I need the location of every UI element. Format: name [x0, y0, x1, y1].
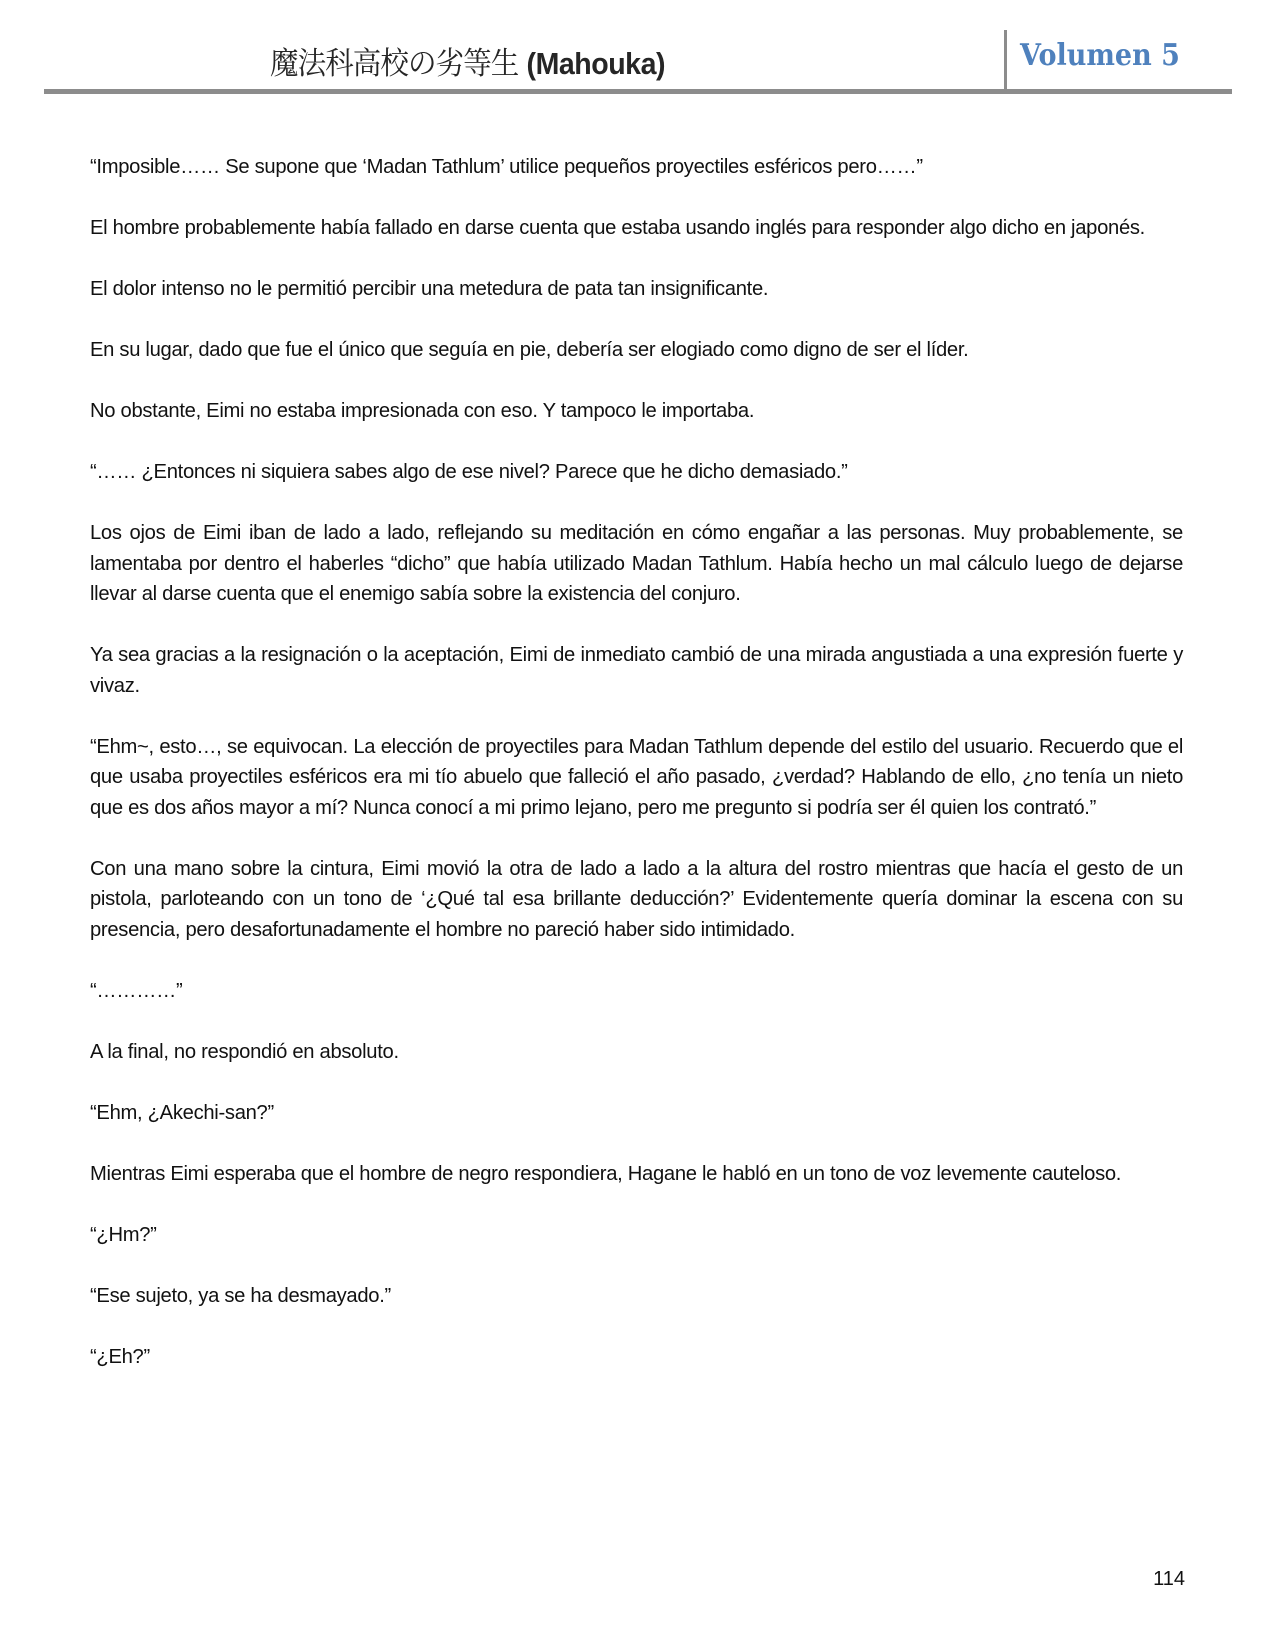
paragraph: Mientras Eimi esperaba que el hombre de negro respondiera, Hagane le habló en un tono de voz levemente cauteloso. — [90, 1162, 1122, 1185]
paragraph: Con una mano sobre la cintura, Eimi movió la otra de lado a lado a la altura del rostro mientras que hacía el gesto de un pistola, parloteando con un tono de ‘¿Qué tal esa brillante deducción?’ Evidentemente quería dominar la escena con su presencia, pero desafortunadamente el hombre no pareció haber sido intimidado. — [90, 857, 1183, 941]
volume-label: Volumen 5 — [1020, 38, 1180, 73]
header-rule — [44, 89, 1232, 94]
paragraph: Los ojos de Eimi iban de lado a lado, reflejando su meditación en cómo engañar a las personas. Muy probablemente, se lamentaba por dentro el haberles “dicho” que había utilizado Madan Tathlum. Había hecho un mal cálculo luego de dejarse llevar al darse cuenta que el enemigo sabía sobre la existencia del conjuro. — [90, 522, 1183, 605]
paragraph: A la final, no respondió en absoluto. — [90, 1040, 399, 1063]
paragraph: El hombre probablemente había fallado en darse cuenta que estaba usando inglés para responder algo dicho en japonés. — [90, 217, 1145, 239]
header-divider — [1004, 30, 1007, 92]
paragraph: Ya sea gracias a la resignación o la aceptación, Eimi de inmediato cambió de una mirada angustiada a una expresión fuerte y vivaz. — [90, 644, 1183, 697]
paragraph: “Ese sujeto, ya se ha desmayado.” — [90, 1284, 391, 1307]
book-title-latin: (Mahouka) — [526, 46, 666, 81]
paragraph: “…………” — [90, 979, 183, 1002]
paragraph: “…… ¿Entonces ni siquiera sabes algo de ese nivel? Parece que he dicho demasiado.” — [90, 461, 848, 483]
paragraph: “¿Hm?” — [90, 1223, 157, 1246]
paragraph: “¿Eh?” — [90, 1345, 150, 1368]
paragraph: El dolor intenso no le permitió percibir una metedura de pata tan insignificante. — [90, 278, 769, 300]
paragraph: “Ehm~, esto…, se equivocan. La elección de proyectiles para Madan Tathlum depende del estilo del usuario. Recuerdo que el que usaba proyectiles esféricos era mi tío abuelo que falleció el año pasado, ¿verdad? Hablando de ello, ¿no tenía un nieto que es dos años mayor a mí? Nunca conocí a mi primo lejano, pero me pregunto si podría ser él quien los contrató.” — [90, 735, 1183, 819]
page-header — [0, 0, 1275, 100]
book-title — [270, 38, 748, 83]
book-title-japanese: 魔法科高校の劣等生 — [270, 46, 519, 82]
paragraph: “Imposible…… Se supone que ‘Madan Tathlum’ utilice pequeños proyectiles esféricos pero……” — [90, 156, 923, 178]
paragraph: No obstante, Eimi no estaba impresionada con eso. Y tampoco le importaba. — [90, 400, 755, 422]
page-number: 114 — [1153, 1568, 1185, 1590]
paragraph: En su lugar, dado que fue el único que seguía en pie, debería ser elogiado como digno de ser el líder. — [90, 339, 969, 361]
paragraph: “Ehm, ¿Akechi-san?” — [90, 1101, 274, 1124]
body-text — [90, 152, 1183, 1403]
